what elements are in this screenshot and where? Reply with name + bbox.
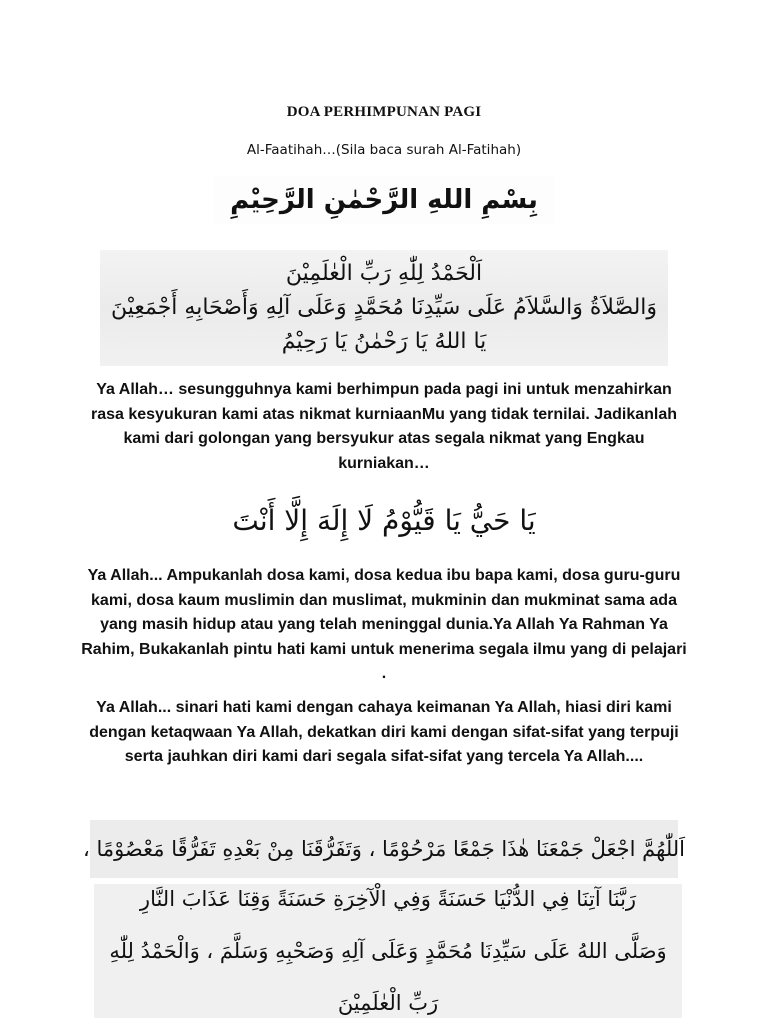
closing-arabic-image-1: [82, 820, 686, 878]
closing-arabic-line-3: وَصَلَّى اللهُ عَلَى سَيِّدِنَا مُحَمَّدٍ وَعَلَى آلِهِ وَصَحْبِهِ وَسَلَّمَ ، وَالْحَمْدُ لِلّٰهِ رَبِّ الْعٰلَمِيْنَ: [109, 939, 667, 1015]
closing-arabic-line-1: اَللّٰهُمَّ اجْعَلْ جَمْعَنَا هٰذَا جَمْعًا مَرْحُوْمًا ، وَتَفَرُّقَنَا مِنْ بَعْدِهِ تَفَرُّقًا مَعْصُوْمًا ،: [82, 837, 686, 861]
bismillah-text: بِسْمِ اللهِ الرَّحْمٰنِ الرَّحِيْمِ: [230, 185, 538, 215]
ya-hayyu-block: [0, 504, 768, 537]
prayer-paragraph-1: Ya Allah… sesungguhnya kami berhimpun pada pagi ini untuk menzahirkan rasa kesyukuran kami atas nikmat kurniaanMu yang tidak ternilai. Jadikanlah kami dari golongan yang bersyukur atas segala nikmat yang Engkau kurniakan…: [90, 381, 677, 472]
prayer-paragraph-2: Ya Allah... Ampukanlah dosa kami, dosa kedua ibu bapa kami, dosa guru-guru kami, dosa kaum muslimin dan muslimat, mukminin dan mukminat sama ada yang masih hidup atau yang telah meninggal dunia.Ya Allah Ya Rahman Ya Rahim, Bukakanlah pintu hati kami untuk menerima segala ilmu yang di pelajari .: [81, 567, 687, 682]
opening-arabic-line-1: اَلْحَمْدُ لِلّٰهِ رَبِّ الْعٰلَمِيْنَ: [285, 261, 483, 286]
page-title: DOA PERHIMPUNAN PAGI: [286, 104, 482, 120]
prayer-paragraph-3: Ya Allah... sinari hati kami dengan cahaya keimanan Ya Allah, hiasi diri kami dengan ketaqwaan Ya Allah, dekatkan diri kami dengan sifat-sifat yang terpuji serta jauhkan diri kami dari segala sifat-sifat yang tercela Ya Allah....: [89, 699, 679, 765]
closing-arabic-image-2: [94, 884, 682, 1018]
ya-hayyu-text: يَا حَيُّ يَا قَيُّوْمُ لَا إِلَهَ إِلَّا أَنْتَ: [232, 504, 536, 537]
opening-arabic-image: [100, 250, 668, 366]
subtitle: Al-Faatihah…(Sila baca surah Al-Fatihah): [246, 142, 522, 158]
opening-arabic-line-2: وَالصَّلاَةُ وَالسَّلاَمُ عَلَى سَيِّدِنَا مُحَمَّدٍ وَعَلَى آلِهِ وَأَصْحَابِهِ أَجْمَعِيْنَ: [110, 295, 658, 320]
bismillah-image: [214, 176, 554, 224]
closing-arabic-line-2: رَبَّنَا آتِنَا فِي الدُّنْيَا حَسَنَةً وَفِي الْآخِرَةِ حَسَنَةً وَقِنَا عَذَابَ النَّارِ: [139, 887, 637, 911]
opening-arabic-line-3: يَا اللهُ يَا رَحْمٰنُ يَا رَحِيْمُ: [281, 329, 487, 354]
